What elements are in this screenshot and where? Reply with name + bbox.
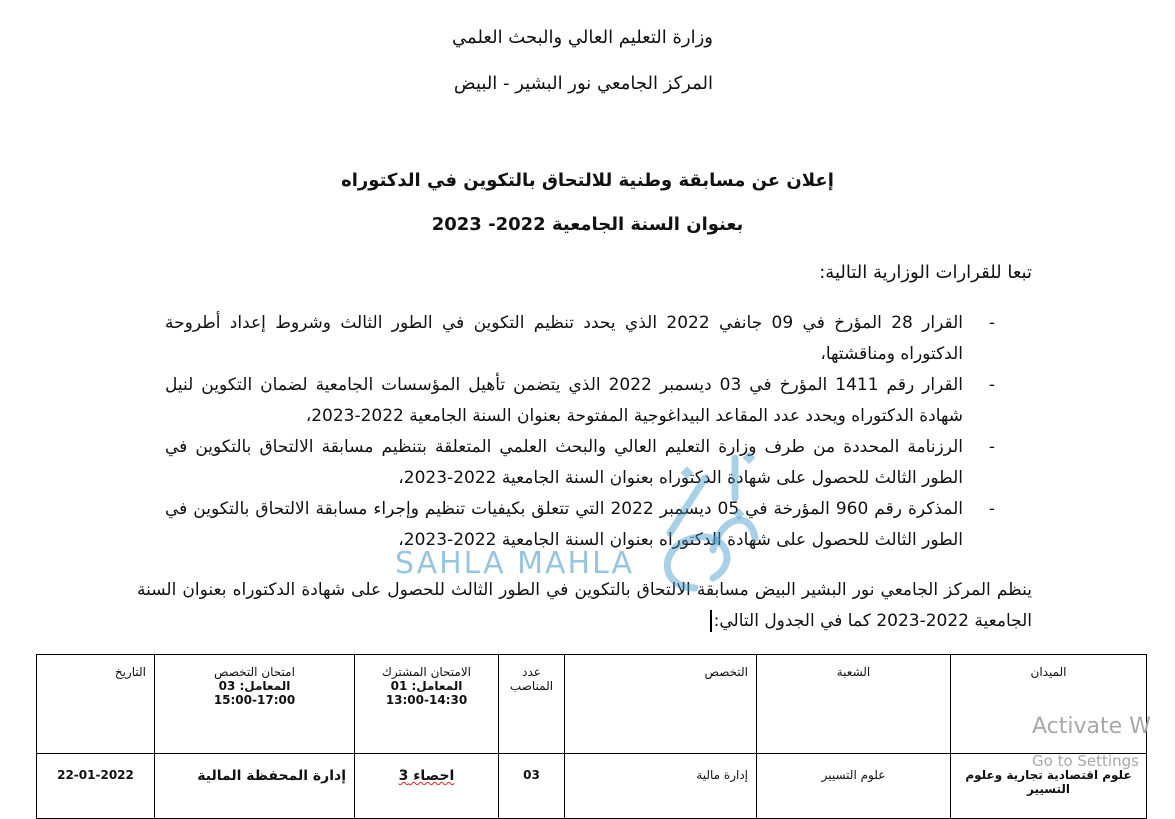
cell-specialty: إدارة مالية bbox=[565, 754, 757, 819]
list-item-text: القرار 28 المؤرخ في 09 جانفي 2022 الذي يحدد تنظيم التكوين في الطور الثالث وشروط إعداد أطروحة الدكتوراه ومناقشتها، bbox=[165, 313, 963, 364]
academic-year-title: بعنوان السنة الجامعية 2022- 2023 bbox=[431, 214, 744, 235]
decisions-list bbox=[165, 308, 1007, 556]
cell-spec-exam: إدارة المحفظة المالية bbox=[155, 754, 355, 819]
list-item-text: المذكرة رقم 960 المؤرخة في 05 ديسمبر 2022 التي تتعلق بكيفيات تنظيم وإجراء مسابقة الالتحاق بالتكوين في الطور الثالث للحصول على شهادة الدكتوراه بعنوان السنة الجامعية 2022-2023، bbox=[165, 499, 963, 550]
announcement-title: إعلان عن مسابقة وطنية للالتحاق بالتكوين في الدكتوراه bbox=[341, 170, 834, 191]
header-common-exam bbox=[355, 655, 499, 754]
activate-windows-subtitle[interactable]: Go to Settings bbox=[1032, 752, 1139, 770]
cell-positions: 03 bbox=[499, 754, 565, 819]
common-exam-label: الامتحان المشترك bbox=[381, 665, 472, 679]
spec-exam-time: 15:00-17:00 bbox=[213, 693, 296, 707]
list-dash: - bbox=[988, 499, 995, 519]
announcement-paragraph[interactable] bbox=[137, 575, 1032, 637]
center-header: المركز الجامعي نور البشير - البيض bbox=[453, 73, 713, 94]
text-cursor bbox=[710, 610, 712, 632]
header-field: الميدان bbox=[951, 655, 1147, 754]
ministry-header: وزارة التعليم العالي والبحث العلمي bbox=[452, 27, 713, 48]
watermark-text: SAHLA MAHLA bbox=[395, 546, 635, 581]
table-row bbox=[37, 754, 1147, 819]
table-header-row bbox=[37, 655, 1147, 754]
spec-exam-label: امتحان التخصص bbox=[214, 665, 295, 679]
header-positions: عدد المناصب bbox=[499, 655, 565, 754]
list-item bbox=[165, 432, 1007, 494]
list-dash: - bbox=[988, 375, 995, 395]
cell-date: 22-01-2022 bbox=[37, 754, 155, 819]
list-item-text: القرار رقم 1411 المؤرخ في 03 ديسمبر 2022 الذي يتضمن تأهيل المؤسسات الجامعية لضمان التكوين لنيل شهادة الدكتوراه ويحدد عدد المقاعد البيداغوجية المفتوحة بعنوان السنة الجامعية 2022-2023، bbox=[165, 375, 963, 426]
list-dash: - bbox=[988, 437, 995, 457]
list-item bbox=[165, 494, 1007, 556]
list-dash: - bbox=[988, 313, 995, 333]
activate-windows-title: Activate W bbox=[1032, 714, 1151, 739]
common-exam-subject: احصاء 3 bbox=[398, 768, 455, 784]
common-exam-coef: المعامل: 01 bbox=[390, 679, 463, 693]
common-exam-time: 13:00-14:30 bbox=[385, 693, 468, 707]
positions-table bbox=[36, 654, 1147, 819]
header-date: التاريخ bbox=[37, 655, 155, 754]
paragraph-text: ينظم المركز الجامعي نور البشير البيض مسابقة الالتحاق بالتكوين في الطور الثالث للحصول على شهادة الدكتوراه بعنوان السنة الجامعية 2022-2023 كما في الجدول التالي: bbox=[137, 580, 1032, 631]
cell-common-exam bbox=[355, 754, 499, 819]
cell-field: علوم اقتصادية تجارية وعلوم التسيير bbox=[951, 754, 1147, 819]
list-item-text: الرزنامة المحددة من طرف وزارة التعليم العالي والبحث العلمي المتعلقة بتنظيم مسابقة الالتحاق بالتكوين في الطور الثالث للحصول على شهادة الدكتوراه بعنوان السنة الجامعية 2022-2023، bbox=[165, 437, 963, 488]
cell-branch: علوم التسيير bbox=[757, 754, 951, 819]
header-specialty: التخصص bbox=[565, 655, 757, 754]
list-item bbox=[165, 370, 1007, 432]
intro-text: تبعا للقرارات الوزارية التالية: bbox=[819, 262, 1032, 283]
spec-exam-coef: المعامل: 03 bbox=[218, 679, 291, 693]
list-item bbox=[165, 308, 1007, 370]
header-branch: الشعبة bbox=[757, 655, 951, 754]
header-spec-exam bbox=[155, 655, 355, 754]
